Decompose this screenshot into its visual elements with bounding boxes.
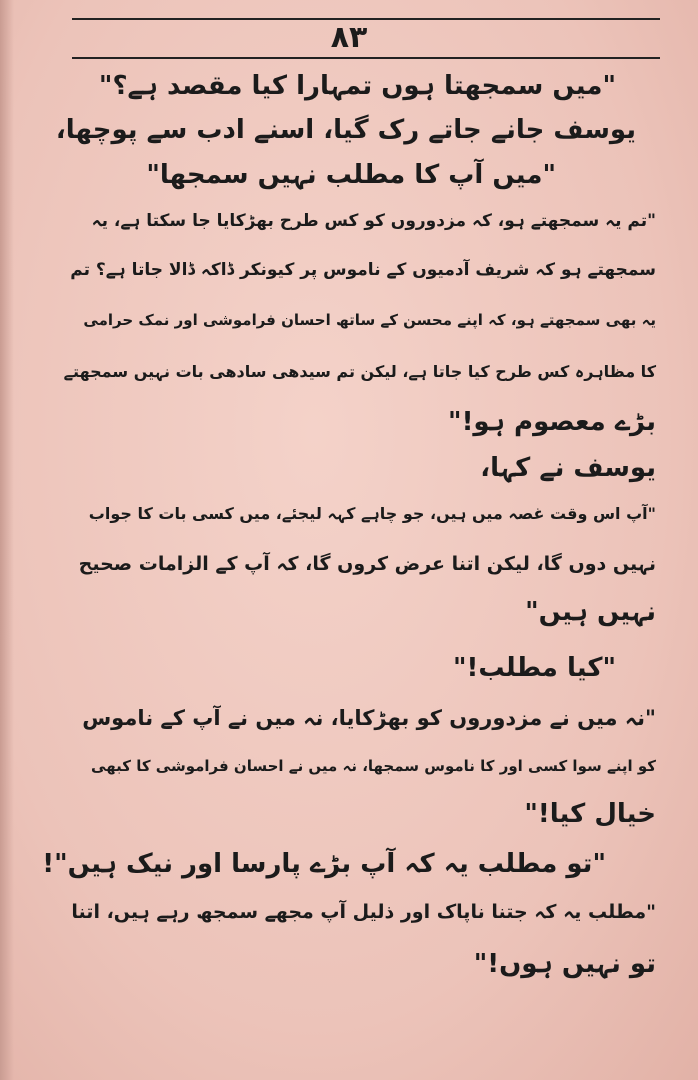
text-line: "تو مطلب یہ کہ آپ بڑے پارسا اور نیک ہیں"! bbox=[42, 849, 606, 879]
text-line: "میں سمجھتا ہوں تمہارا کیا مقصد ہے؟" bbox=[98, 71, 616, 101]
text-line: یہ بھی سمجھتے ہو، کہ اپنے محسن کے ساتھ احسان فراموشی اور نمک حرامی bbox=[83, 311, 656, 329]
text-line: نہیں ہیں" bbox=[525, 597, 656, 627]
text-line: سمجھتے ہو کہ شریف آدمیوں کے ناموس پر کیونکر ڈاکہ ڈالا جاتا ہے؟ تم bbox=[70, 260, 656, 280]
text-line: کا مظاہرہ کس طرح کیا جاتا ہے، لیکن تم سیدھی سادھی بات نہیں سمجھتے bbox=[63, 362, 656, 381]
text-line: "مطلب یہ کہ جتنا ناپاک اور ذلیل آپ مجھے سمجھ رہے ہیں، اتنا bbox=[71, 901, 656, 923]
text-line: یوسف جانے جاتے رک گیا، اسنے ادب سے پوچھا، bbox=[55, 115, 636, 145]
text-line: "تم یہ سمجھتے ہو، کہ مزدوروں کو کس طرح بھڑکایا جا سکتا ہے، یہ bbox=[91, 211, 656, 231]
text-line: خیال کیا!" bbox=[524, 799, 656, 829]
text-line: نہیں دوں گا، لیکن اتنا عرض کروں گا، کہ آپ کے الزامات صحیح bbox=[78, 553, 656, 575]
page-number: ۸۳ bbox=[330, 20, 368, 55]
text-line: "کیا مطلب!" bbox=[452, 653, 616, 683]
text-line: "میں آپ کا مطلب نہیں سمجھا" bbox=[146, 160, 556, 190]
text-line: "نہ میں نے مزدوروں کو بھڑکایا، نہ میں نے آپ کے ناموس bbox=[82, 706, 656, 730]
text-line: یوسف نے کہا، bbox=[480, 453, 656, 483]
text-line: "آپ اس وقت غصہ میں ہیں، جو چاہے کہہ لیجئے، میں کسی بات کا جواب bbox=[88, 504, 656, 523]
text-line: بڑے معصوم ہو!" bbox=[448, 407, 656, 437]
header-rule-bottom bbox=[72, 57, 660, 59]
text-line: کو اپنے سوا کسی اور کا ناموس سمجھا، نہ میں نے احسان فراموشی کا کبھی bbox=[91, 757, 656, 775]
binding-shadow bbox=[0, 0, 14, 1080]
text-line: تو نہیں ہوں!" bbox=[473, 949, 656, 979]
